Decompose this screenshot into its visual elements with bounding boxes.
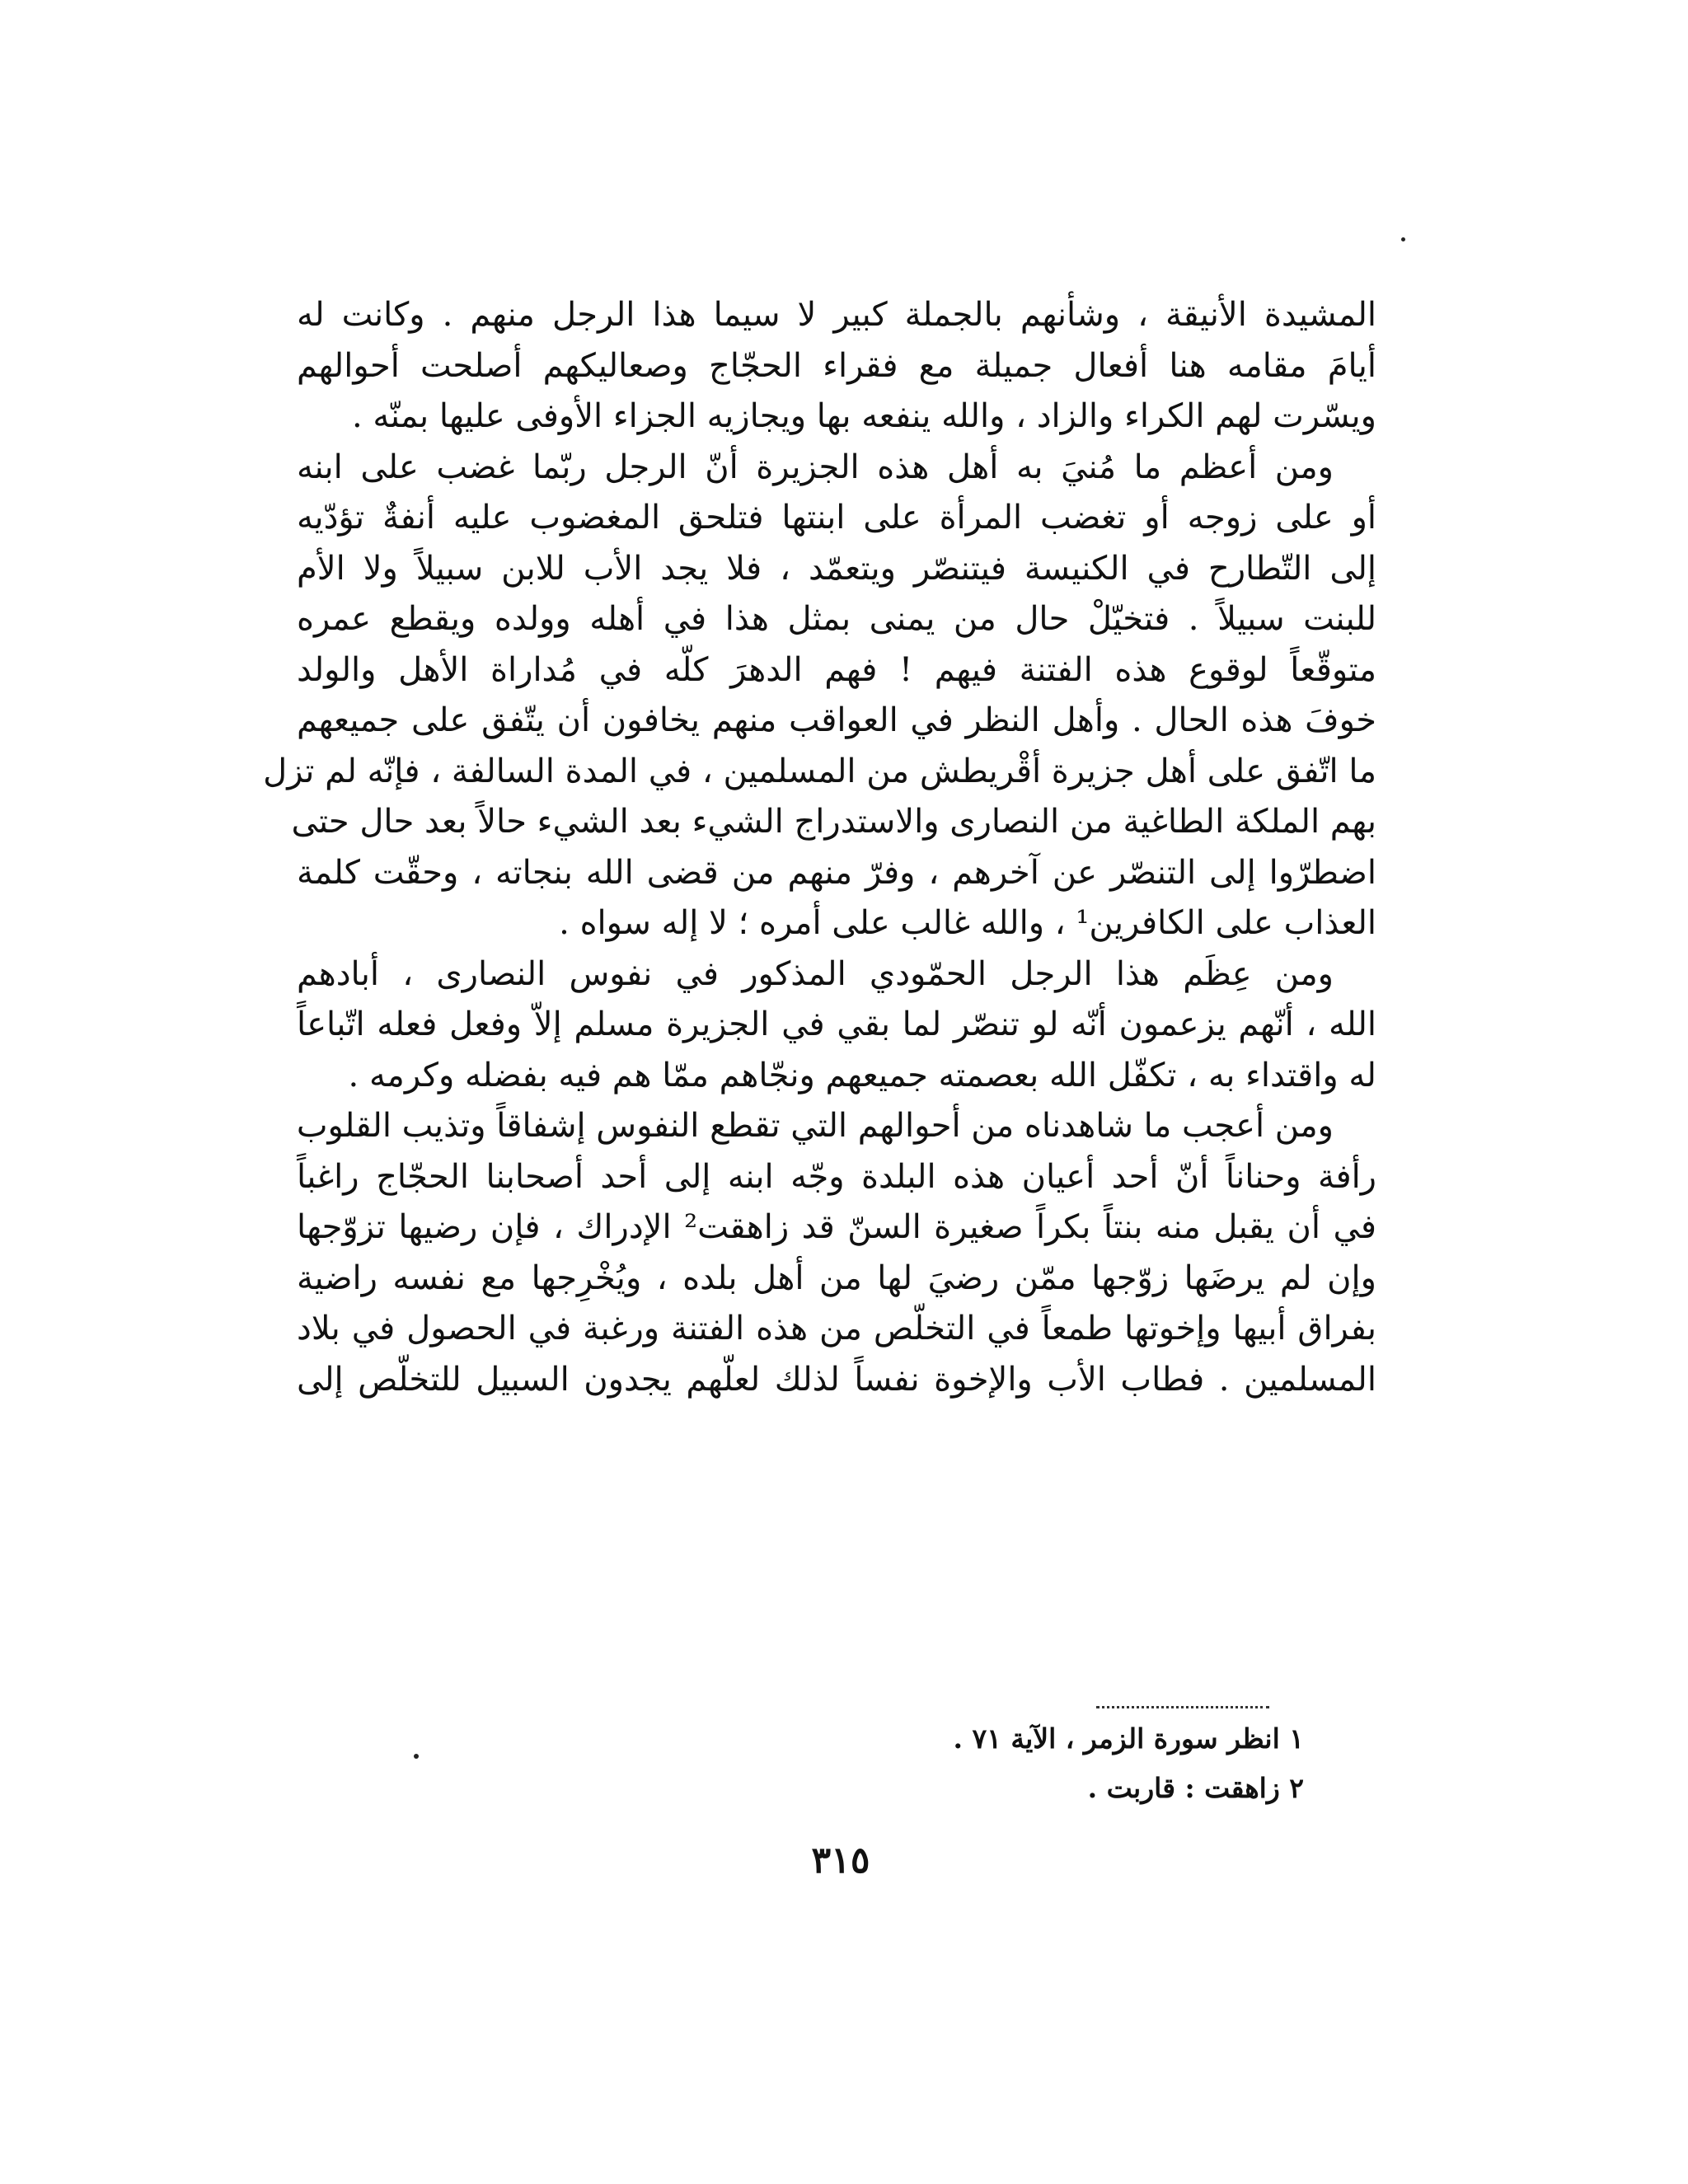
text-line: العذاب على الكافرين¹ ، والله غالب على أمره ؛ لا إله سواه .	[559, 904, 1376, 942]
text-line: بهم الملكة الطاغية من النصارى والاستدراج الشيء بعد الشيء حالاً بعد حال حتى	[291, 803, 1376, 841]
footnote-divider	[1096, 1706, 1269, 1708]
footnote-2: ٢ زاهقت : قاربت .	[1087, 1772, 1304, 1804]
text-line: ومن أعجب ما شاهدناه من أحوالهم التي تقطع النفوس إشفاقاً وتذيب القلوب	[296, 1107, 1334, 1145]
page-number: ٣١٥	[811, 1840, 870, 1882]
text-line: أو على زوجه أو تغضب المرأة على ابنتها فتلحق المغضوب عليه أنفةٌ تؤدّيه	[297, 499, 1376, 537]
text-line: خوفَ هذه الحال . وأهل النظر في العواقب منهم يخافون أن يتّفق على جميعهم	[297, 701, 1376, 739]
body-text	[263, 290, 1376, 1405]
text-line: رأفة وحناناً أنّ أحد أعيان هذه البلدة وجّه ابنه إلى أحد أصحابنا الحجّاج راغباً	[297, 1157, 1376, 1196]
text-line: إلى التّطارح في الكنيسة فيتنصّر ويتعمّد ، فلا يجد الأب للابن سبيلاً ولا الأم	[297, 549, 1376, 588]
text-line: للبنت سبيلاً . فتخيّلْ حال من يمنى بمثل هذا في أهله وولده ويقطع عمره	[297, 600, 1376, 638]
text-line: المشيدة الأنيقة ، وشأنهم بالجملة كبير لا سيما هذا الرجل منهم . وكانت له	[297, 296, 1376, 334]
text-line: الله ، أنّهم يزعمون أنّه لو تنصّر لما بقي في الجزيرة مسلم إلاّ وفعل فعله اتّباعاً	[297, 1005, 1376, 1043]
footnotes	[824, 1714, 1304, 1813]
text-line: في أن يقبل منه بنتاً بكراً صغيرة السنّ قد زاهقت² الإدراك ، فإن رضيها تزوّجها	[297, 1208, 1376, 1246]
text-line: ومن عِظَم هذا الرجل الحمّودي المذكور في نفوس النصارى ، أبادهم	[297, 954, 1334, 993]
text-line: ويسّرت لهم الكراء والزاد ، والله ينفعه بها ويجازيه الجزاء الأوفى عليها بمنّه .	[351, 397, 1376, 435]
text-line: متوقّعاً لوقوع هذه الفتنة فيهم ! فهم الدهرَ كلّه في مُداراة الأهل والولد	[297, 650, 1376, 689]
text-line: له واقتداء به ، تكفّل الله بعصمته جميعهم ونجّاهم ممّا هم فيه بفضله وكرمه .	[348, 1056, 1376, 1094]
text-line: وإن لم يرضَها زوّجها ممّن رضيَ لها من أهل بلده ، ويُخْرِجها مع نفسه راضية	[297, 1258, 1376, 1297]
text-line: أيامَ مقامه هنا أفعال جميلة مع فقراء الحجّاج وصعاليكهم أصلحت أحوالهم	[297, 346, 1376, 385]
text-line: ما اتّفق على أهل جزيرة أقْريطش من المسلمين ، في المدة السالفة ، فإنّه لم تزل	[263, 752, 1376, 790]
scan-speck	[414, 1754, 419, 1759]
text-line: المسلمين . فطاب الأب والإخوة نفساً لذلك لعلّهم يجدون السبيل للتخلّص إلى	[297, 1360, 1376, 1399]
text-line: اضطرّوا إلى التنصّر عن آخرهم ، وفرّ منهم من قضى الله بنجاته ، وحقّت كلمة	[297, 853, 1376, 892]
footnote-1: ١ انظر سورة الزمر ، الآية ٧١ .	[953, 1722, 1304, 1755]
text-line: بفراق أبيها وإخوتها طمعاً في التخلّص من هذه الفتنة ورغبة في الحصول في بلاد	[297, 1310, 1376, 1347]
scan-speck	[1401, 237, 1405, 241]
text-line: ومن أعظم ما مُنيَ به أهل هذه الجزيرة أنّ الرجل ربّما غضب على ابنه	[297, 448, 1334, 486]
